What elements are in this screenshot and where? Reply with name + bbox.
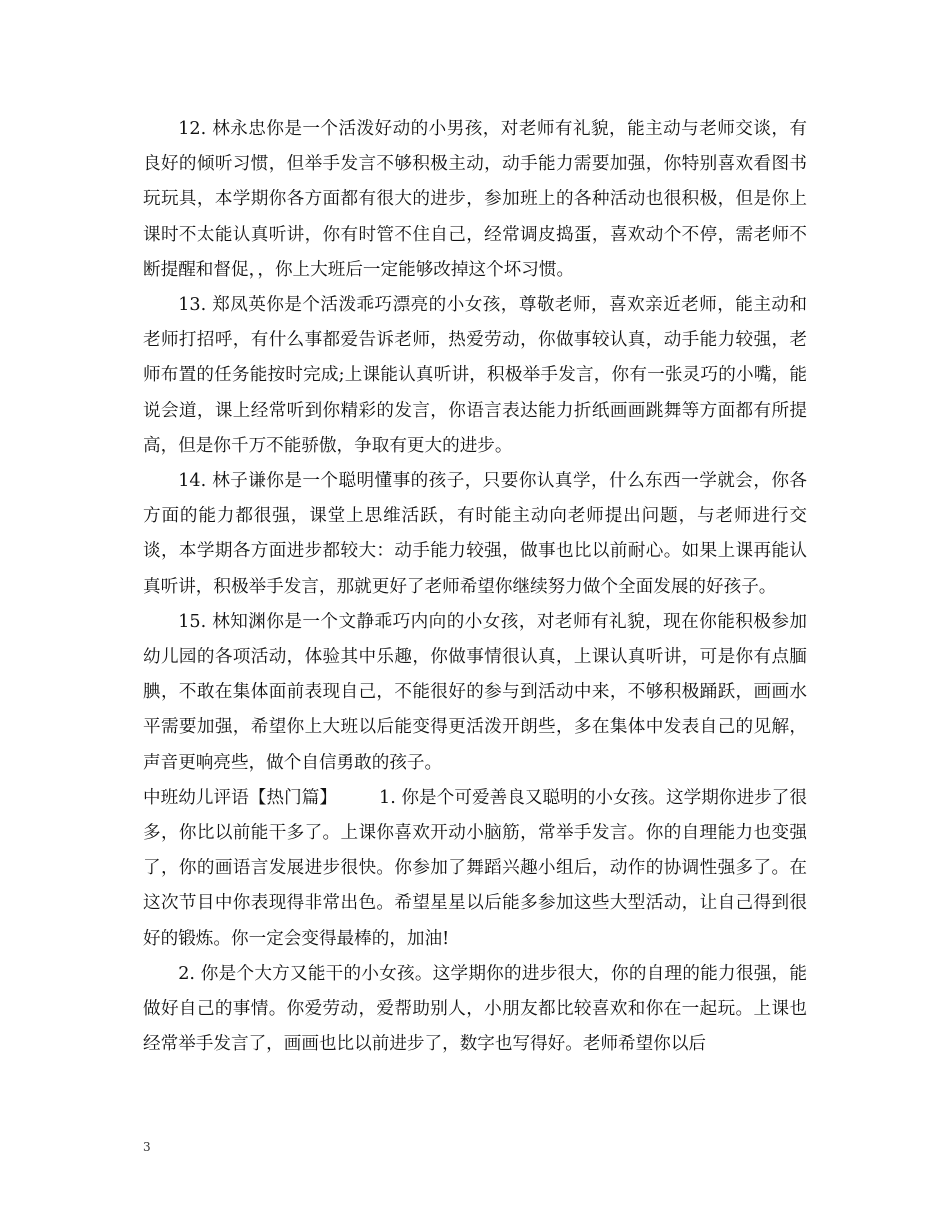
paragraph-14: 14. 林子谦你是一个聪明懂事的孩子，只要你认真学，什么东西一学就会，你各方面的能力都很强，课堂上思维活跃，有时能主动向老师提出问题，与老师进行交谈，本学期各方面进步都较大：动手能力较强，做事也比以前耐心。如果上课再能认真听讲，积极举手发言，那就更好了老师希望你继续努力做个全面发展的好孩子。 [143, 471, 807, 597]
paragraph-15: 15. 林知渊你是一个文静乖巧内向的小女孩，对老师有礼貌，现在你能积极参加幼儿园的各项活动，体验其中乐趣，你做事情很认真，上课认真听讲，可是你有点腼腆，不敢在集体面前表现自己，不能很好的参与到活动中来，不够积极踊跃，画画水平需要加强，希望你上大班以后能变得更活泼开朗些，多在集体中发表自己的见解，声音更响亮些，做个自信勇敢的孩子。 [143, 611, 807, 773]
paragraph-13: 13. 郑凤英你是个活泼乖巧漂亮的小女孩，尊敬老师，喜欢亲近老师，能主动和老师打招呼，有什么事都爱告诉老师，热爱劳动，你做事较认真，动手能力较强，老师布置的任务能按时完成;上课能认真听讲，积极举手发言，你有一张灵巧的小嘴，能说会道，课上经常听到你精彩的发言，你语言表达能力折纸画画跳舞等方面都有所提高，但是你千万不能骄傲，争取有更大的进步。 [143, 295, 807, 456]
page-number: 3 [143, 1140, 151, 1154]
document-body [143, 112, 807, 1062]
section-first-text: 1. 你是个可爱善良又聪明的小女孩。这学期你进步了很多，你比以前能干多了。上课你喜欢开动小脑筋，常举手发言。你的自理能力也变强了，你的画语言发展进步很快。你参加了舞蹈兴趣小组后，动作的协调性强多了。在这次节目中你表现得非常出色。希望星星以后能多参加这些大型活动，让自己得到很好的锻炼。你一定会变得最棒的，加油! [143, 787, 807, 949]
paragraph-12: 12. 林永忠你是一个活泼好动的小男孩，对老师有礼貌，能主动与老师交谈，有良好的倾听习惯，但举手发言不够积极主动，动手能力需要加强，你特别喜欢看图书玩玩具，本学期你各方面都有很大的进步，参加班上的各种活动也很积极，但是你上课时不太能认真听讲，你有时管不住自己，经常调皮捣蛋，喜欢动个不停，需老师不断提醒和督促，，你上大班后一定能够改掉这个坏习惯。 [143, 119, 807, 280]
section-paragraph [143, 781, 807, 957]
section-heading: 中班幼儿评语【热门篇】 [143, 787, 337, 808]
paragraph-section-2: 2. 你是个大方又能干的小女孩。这学期你的进步很大，你的自理的能力很强，能做好自己的事情。你爱劳动，爱帮助别人，小朋友都比较喜欢和你在一起玩。上课也经常举手发言了，画画也比以前进步了，数字也写得好。老师希望你以后 [143, 963, 807, 1055]
